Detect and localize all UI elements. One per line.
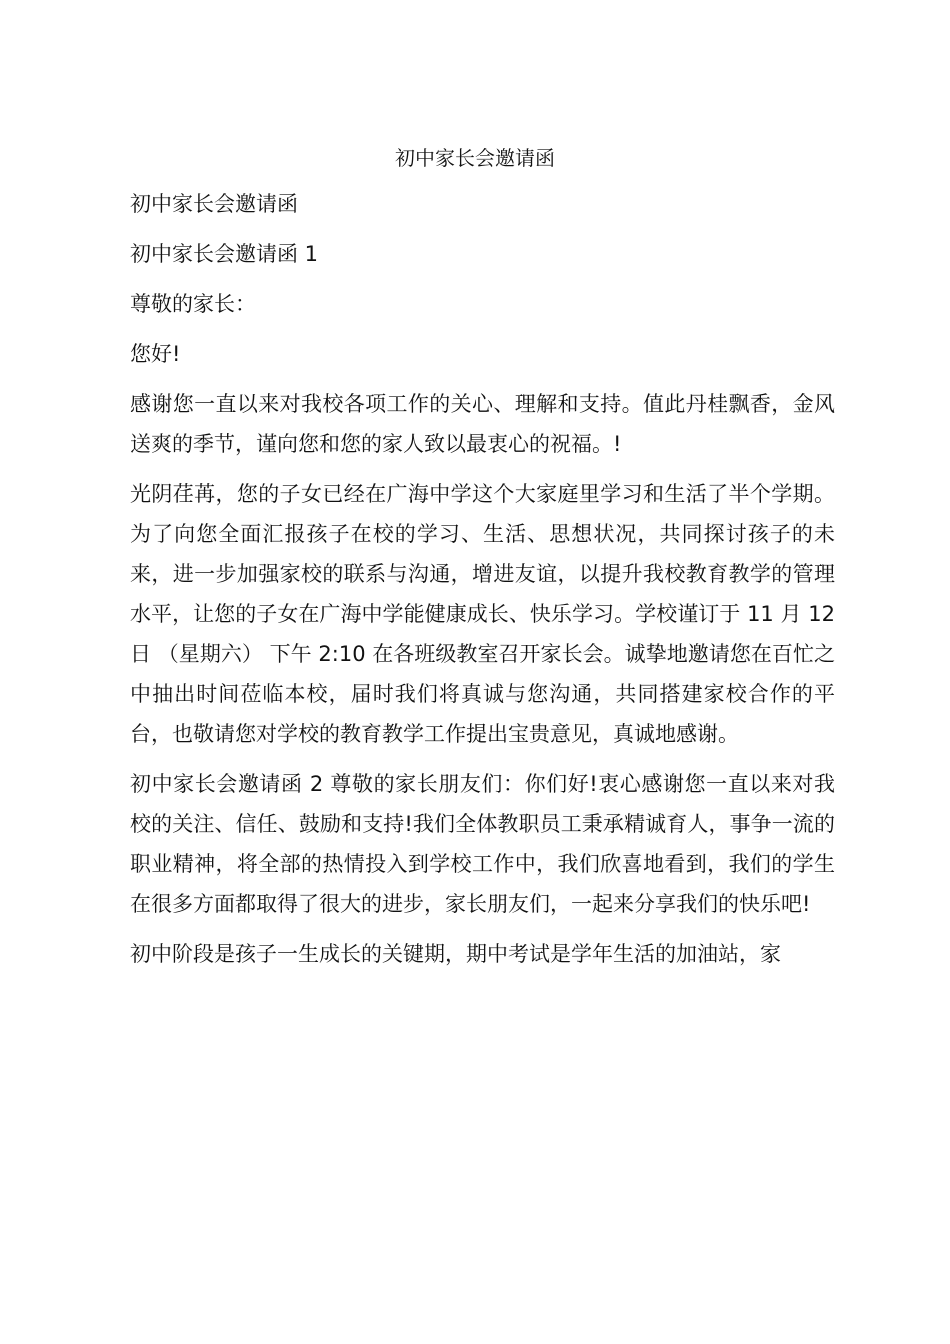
heading-line: 初中家长会邀请函	[130, 192, 298, 216]
subheading-line: 初中家长会邀请函 1	[130, 242, 319, 266]
paragraph-thanks: 感谢您一直以来对我校各项工作的关心、理解和支持。值此丹桂飘香，金风送爽的季节，谨向您和您的家人致以最衷心的祝福。!	[130, 392, 835, 456]
paragraph-letter-2: 初中家长会邀请函 2 尊敬的家长朋友们：你们好!衷心感谢您一直以来对我校的关注、信任、鼓励和支持!我们全体教职员工秉承精诚育人，事争一流的职业精神，将全部的热情投入到学校工作中，我们欣喜地看到，我们的学生在很多方面都取得了很大的进步，家长朋友们，一起来分享我们的快乐吧!	[130, 772, 835, 916]
paragraph-invitation: 光阴荏苒，您的子女已经在广海中学这个大家庭里学习和生活了半个学期。为了向您全面汇报孩子在校的学习、生活、思想状况，共同探讨孩子的未来，进一步加强家校的联系与沟通，增进友谊，以提升我校教育教学的管理水平，让您的子女在广海中学能健康成长、快乐学习。学校谨订于 11 月 12 日 （星期六） 下午 2:10 在各班级教室召开家长会。诚挚地邀请您在百忙之中抽出时间莅临本校，届时我们将真诚与您沟通，共同搭建家校合作的平台，也敬请您对学校的教育教学工作提出宝贵意见，真诚地感谢。	[130, 482, 835, 746]
paragraph-midterm: 初中阶段是孩子一生成长的关键期，期中考试是学年生活的加油站，家	[130, 942, 781, 966]
salutation: 尊敬的家长：	[130, 292, 256, 316]
document-title: 初中家长会邀请函	[395, 146, 555, 170]
document-body	[130, 184, 835, 984]
greeting: 您好!	[130, 342, 181, 366]
